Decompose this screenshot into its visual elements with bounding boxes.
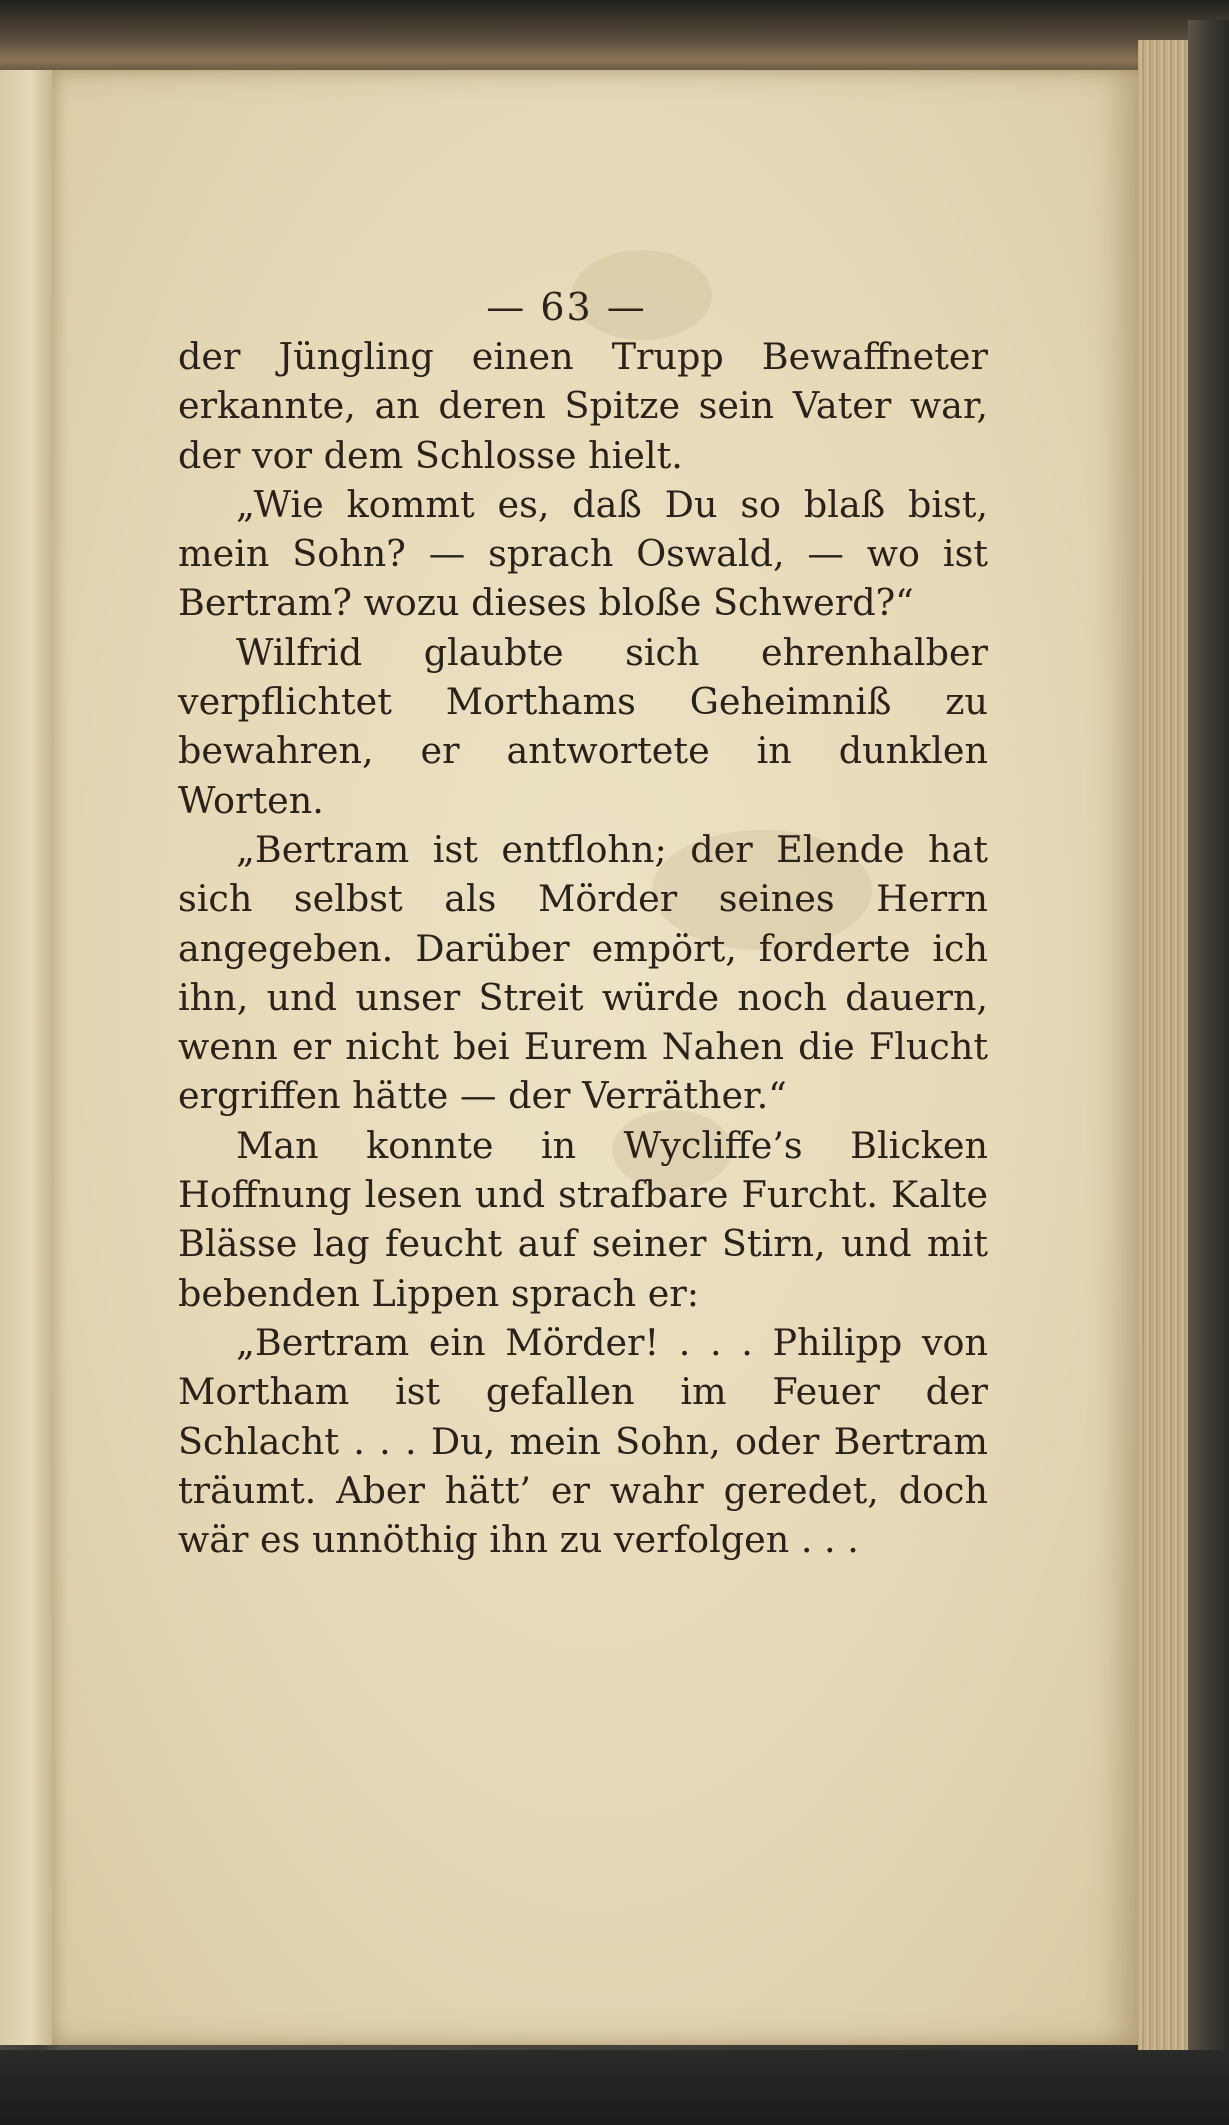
page-number: — 63 — bbox=[486, 285, 647, 329]
scan-background bbox=[0, 2050, 1229, 2125]
left-page-edge bbox=[0, 70, 52, 2045]
paragraph: „Bertram ist entflohn; der Elende hat sich selbst als Mörder seines Herrn angegeben. Darüber empört, forderte ich ihn, und unser Streit würde noch dauern, wenn er nicht bei Eurem Nahen die Flucht ergriffen hätte — der Verräther.“ bbox=[178, 827, 988, 1118]
book-page bbox=[52, 70, 1138, 2045]
paragraph: „Wie kommt es, daß Du so blaß bist, mein Sohn? — sprach Oswald, — wo ist Bertram? wozu dieses bloße Schwerd?“ bbox=[178, 482, 988, 625]
paragraph: Wilfrid glaubte sich ehrenhalber verpflichtet Morthams Geheimniß zu bewahren, er antwortete in dunklen Worten. bbox=[178, 630, 988, 822]
paragraph: „Bertram ein Mörder! . . . Philipp von Mortham ist gefallen im Feuer der Schlacht . . . Du, mein Sohn, oder Bertram träumt. Aber hätt’ er wahr geredet, doch wär es unnöthig ihn zu verfolgen . . . bbox=[178, 1320, 988, 1562]
body-text bbox=[178, 332, 988, 1564]
book-cover-edge bbox=[1188, 20, 1229, 2125]
book-top-edge bbox=[0, 0, 1229, 70]
paragraph: der Jüngling einen Trupp Bewaffneter erkannte, an deren Spitze sein Vater war, der vor dem Schlosse hielt. bbox=[178, 335, 988, 477]
page-block-edge bbox=[1138, 40, 1188, 2050]
paragraph: Man konnte in Wycliffe’s Blicken Hoffnung lesen und strafbare Furcht. Kalte Blässe lag feucht auf seiner Stirn, und mit bebenden Lippen sprach er: bbox=[178, 1123, 988, 1315]
